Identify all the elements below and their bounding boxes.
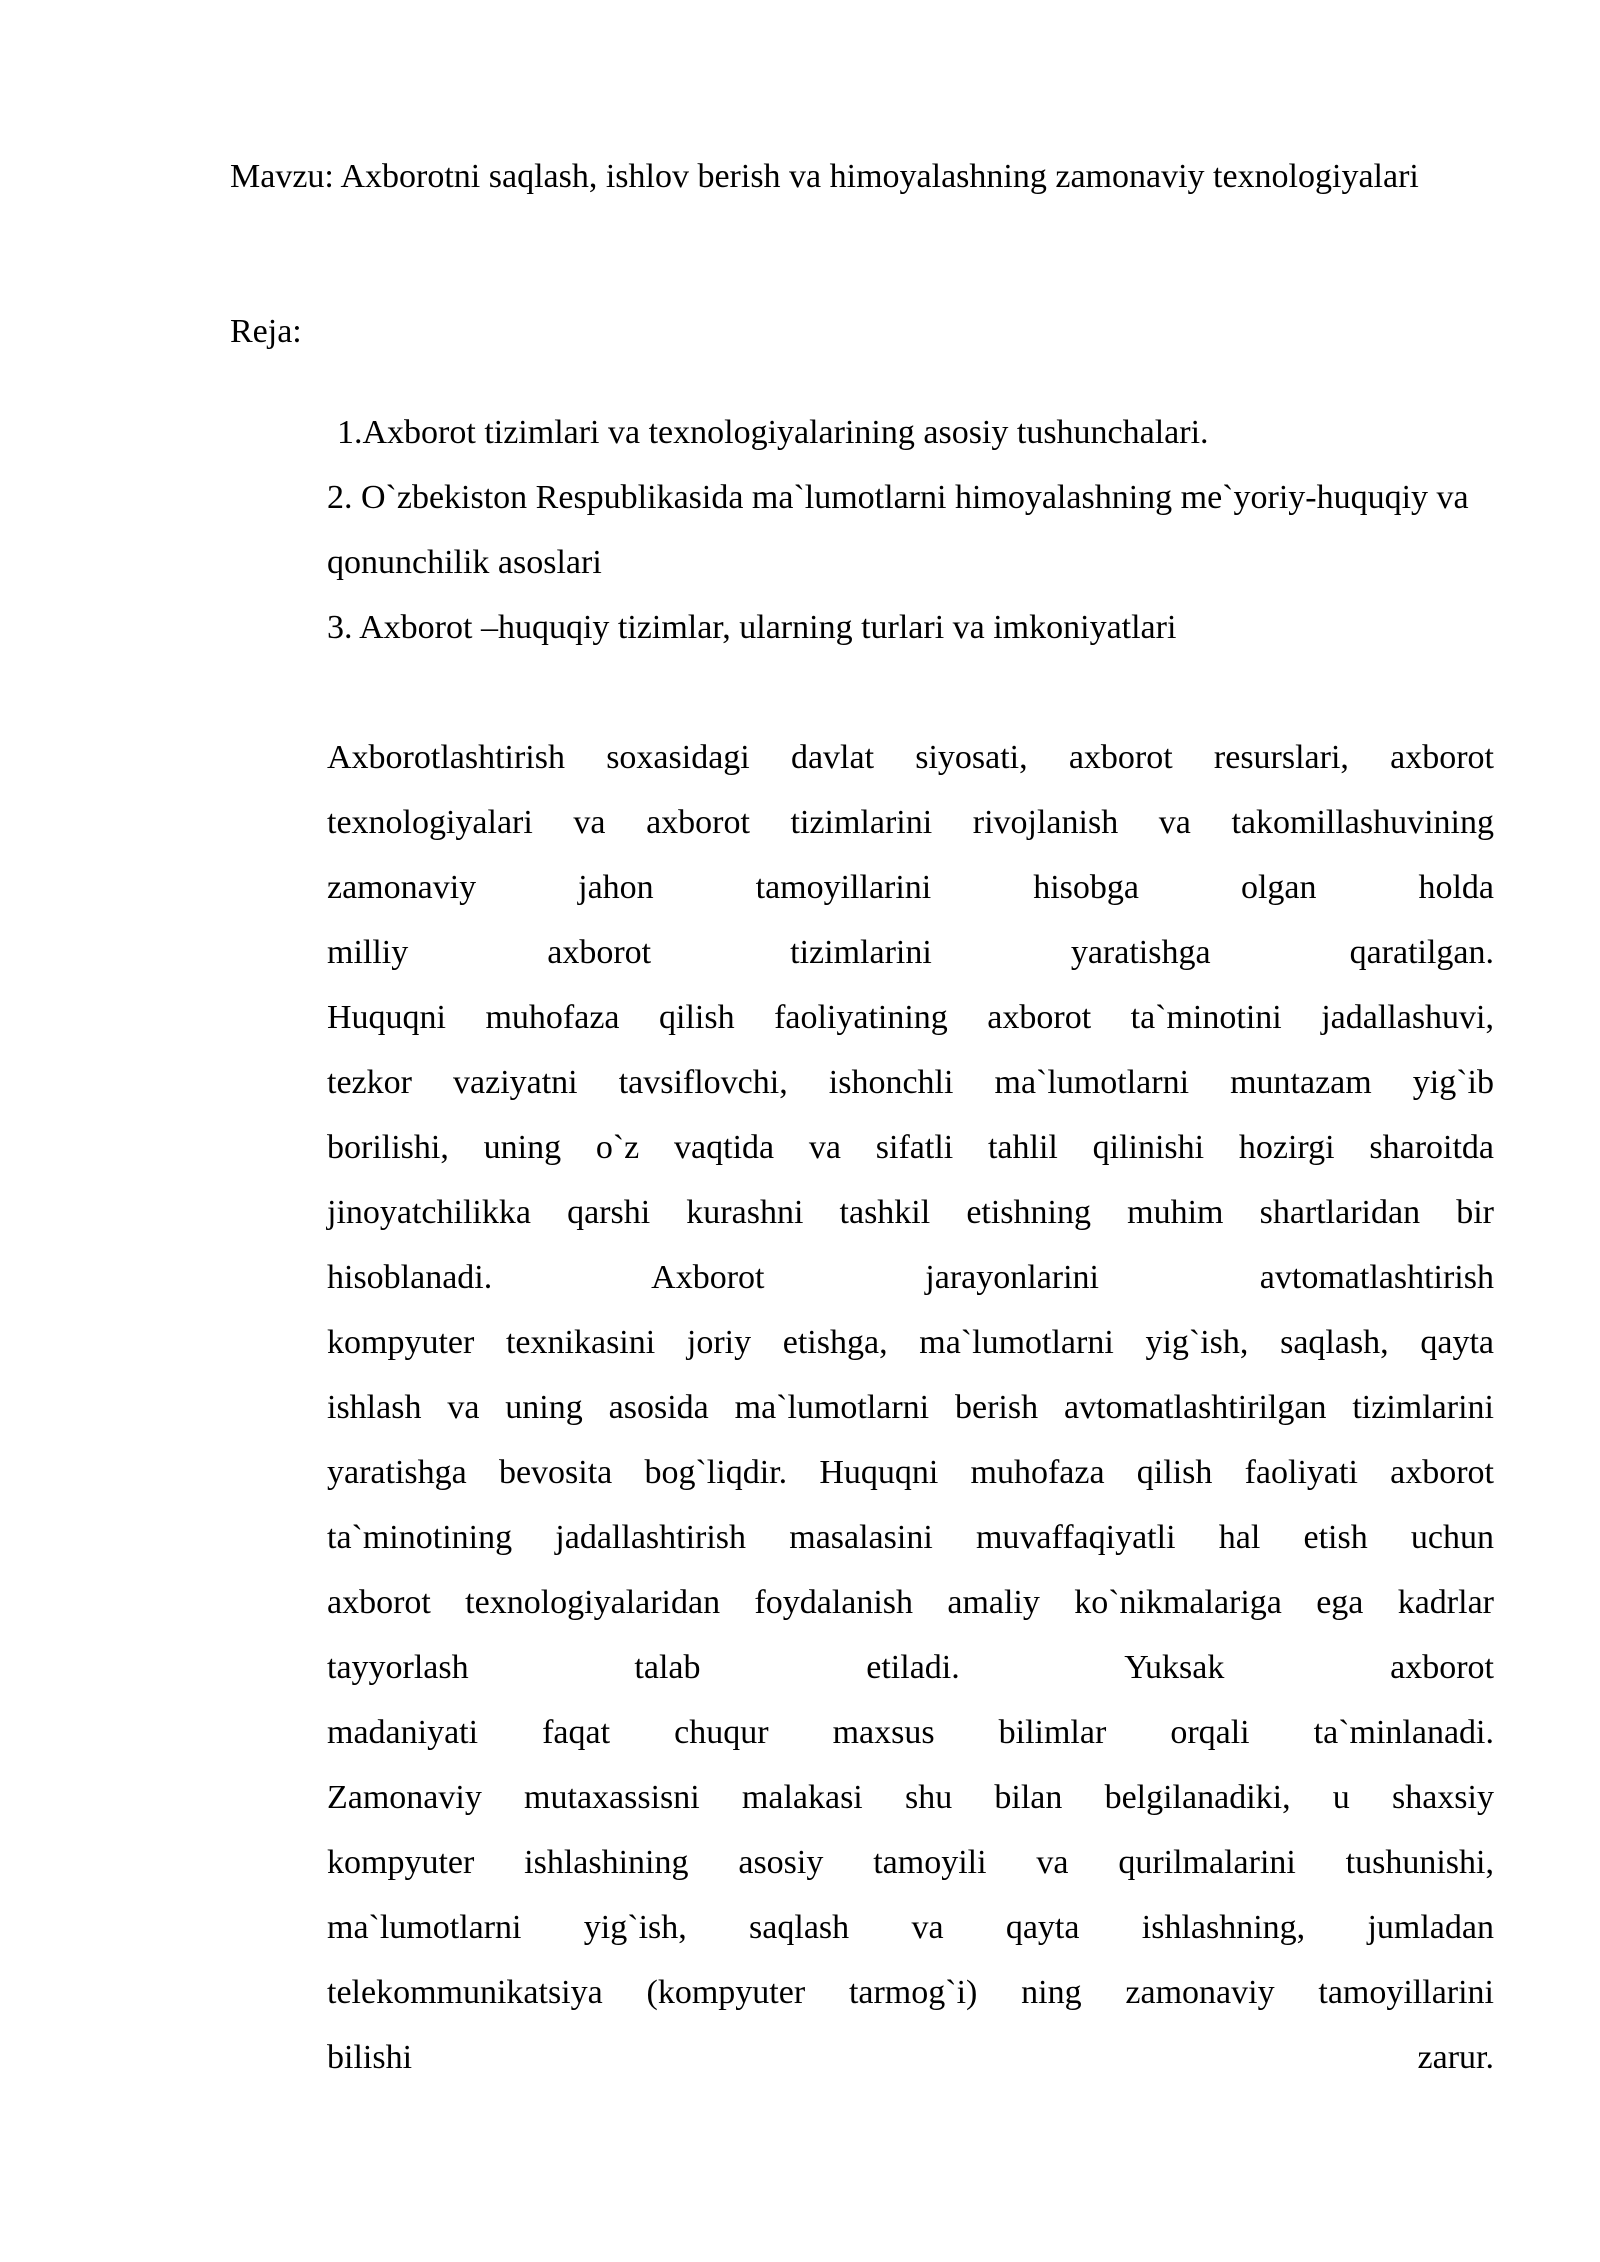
body-line: borilishi, uning o`z vaqtida va sifatli tahlil qilinishi hozirgi sharoitda — [327, 1129, 1494, 1166]
plan-item: 1.Axborot tizimlari va texnologiyalarining asosiy tushunchalari. — [337, 414, 1209, 451]
body-line: Huquqni muhofaza qilish faoliyatining axborot ta`minotini jadallashuvi, — [327, 999, 1494, 1036]
body-line: jinoyatchilikka qarshi kurashni tashkil etishning muhim shartlaridan bir — [327, 1194, 1494, 1231]
body-line: hisoblanadi. Axborot jarayonlarini avtomatlashtirish — [327, 1259, 1494, 1296]
body-line: yaratishga bevosita bog`liqdir. Huquqni muhofaza qilish faoliyati axborot — [327, 1454, 1494, 1491]
body-line: ta`minotining jadallashtirish masalasini muvaffaqiyatli hal etish uchun — [327, 1519, 1494, 1556]
body-line: kompyuter texnikasini joriy etishga, ma`lumotlarni yig`ish, saqlash, qayta — [327, 1324, 1494, 1361]
plan-item: 2. O`zbekiston Respublikasida ma`lumotlarni himoyalashning me`yoriy-huquqiy va qonunchilik asoslari — [327, 479, 1469, 581]
body-line: texnologiyalari va axborot tizimlarini rivojlanish va takomillashuvining — [327, 804, 1494, 841]
body-line: telekommunikatsiya (kompyuter tarmog`i) ning zamonaviy tamoyillarini — [327, 1974, 1494, 2011]
body-line: tezkor vaziyatni tavsiflovchi, ishonchli ma`lumotlarni muntazam yig`ib — [327, 1064, 1494, 1101]
body-line: ma`lumotlarni yig`ish, saqlash va qayta ishlashning, jumladan — [327, 1909, 1494, 1946]
body-line: Zamonaviy mutaxassisni malakasi shu bilan belgilanadiki, u shaxsiy — [327, 1779, 1494, 1816]
body-line: Axborotlashtirish soxasidagi davlat siyosati, axborot resurslari, axborot — [327, 739, 1494, 776]
document-title: Mavzu: Axborotni saqlash, ishlov berish va himoyalashning zamonaviy texnologiyalari — [230, 158, 1419, 195]
body-line: milliy axborot tizimlarini yaratishga qaratilgan. — [327, 934, 1494, 971]
body-line: zamonaviy jahon tamoyillarini hisobga olgan holda — [327, 869, 1494, 906]
body-line: bilishi zarur. — [327, 2039, 1494, 2076]
plan-heading: Reja: — [230, 313, 302, 350]
body-line: axborot texnologiyalaridan foydalanish amaliy ko`nikmalariga ega kadrlar — [327, 1584, 1494, 1621]
body-line: madaniyati faqat chuqur maxsus bilimlar orqali ta`minlanadi. — [327, 1714, 1494, 1751]
body-line: tayyorlash talab etiladi. Yuksak axborot — [327, 1649, 1494, 1686]
plan-list — [327, 400, 1494, 660]
body-paragraph — [327, 725, 1494, 2090]
plan-item: 3. Axborot –huquqiy tizimlar, ularning turlari va imkoniyatlari — [327, 609, 1177, 646]
body-line: ishlash va uning asosida ma`lumotlarni berish avtomatlashtirilgan tizimlarini — [327, 1389, 1494, 1426]
body-line: kompyuter ishlashining asosiy tamoyili va qurilmalarini tushunishi, — [327, 1844, 1494, 1881]
